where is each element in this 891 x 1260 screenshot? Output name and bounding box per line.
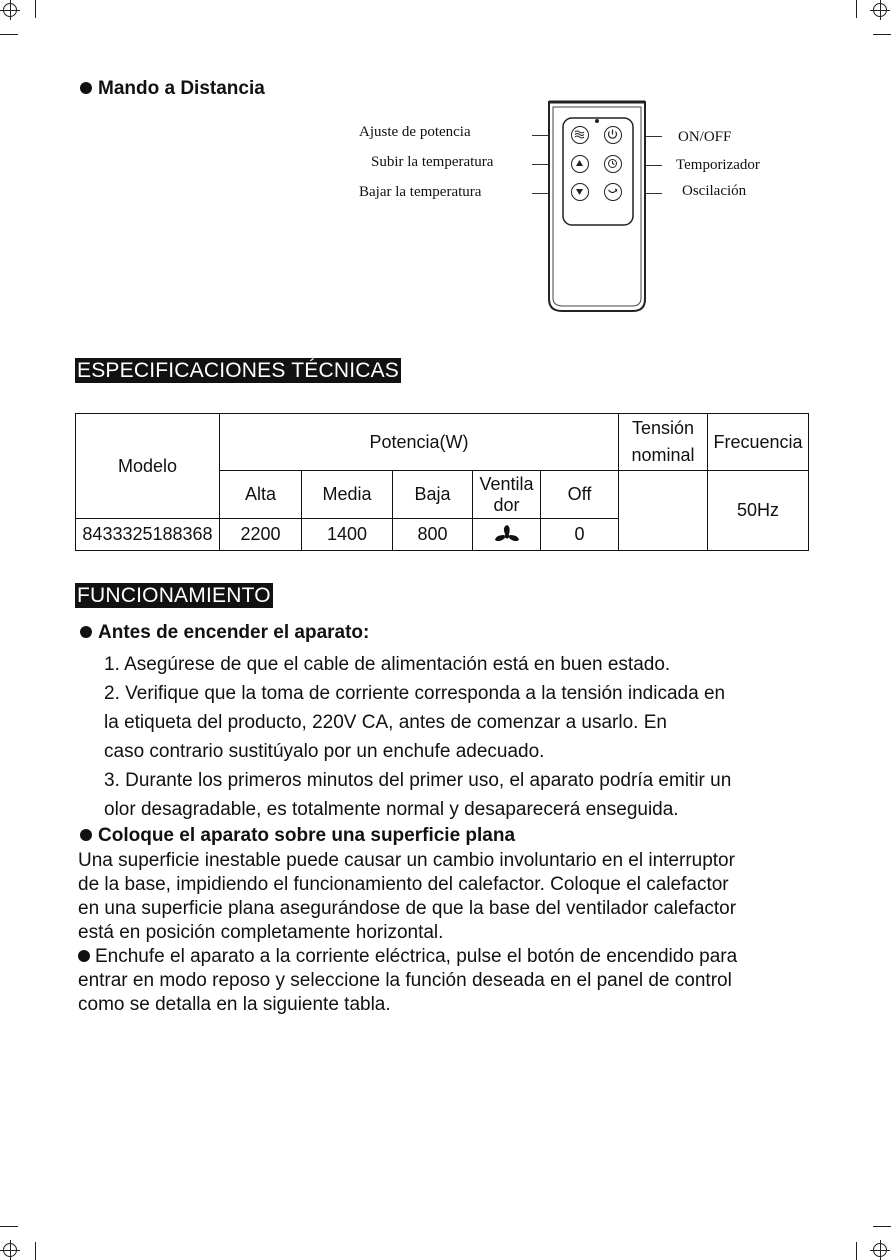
cell-frequency: 50Hz — [708, 471, 809, 551]
power-adjust-button-icon — [571, 126, 589, 144]
paragraph-line: de la base, impidiendo el funcionamiento del calefactor. Coloque el calefactor — [78, 874, 729, 895]
paragraph-line: está en posición completamente horizontal. — [78, 922, 444, 943]
label-temp-up: Subir la temperatura — [371, 154, 494, 170]
cell-alta: 2200 — [220, 519, 302, 551]
paragraph-line: en una superficie plana asegurándose de que la base del ventilador calefactor — [78, 898, 737, 919]
subheader-ventilador: Ventila dor — [473, 471, 541, 519]
paragraph-line: entrar en modo reposo y seleccione la función deseada en el panel de control — [78, 970, 732, 991]
header-voltage: Tensión nominal — [619, 414, 708, 471]
label-timer: Temporizador — [676, 157, 760, 173]
cell-model: 8433325188368 — [76, 519, 220, 551]
label-temp-down: Bajar la temperatura — [359, 184, 482, 200]
list-item: la etiqueta del producto, 220V CA, antes de comenzar a usarlo. En — [104, 712, 667, 733]
crop-line — [35, 1242, 36, 1260]
bullet-icon — [80, 82, 92, 94]
oscillation-button-icon — [604, 183, 622, 201]
crop-line — [0, 1226, 18, 1227]
specs-heading: ESPECIFICACIONES TÉCNICAS — [77, 359, 400, 382]
bullet-icon — [80, 626, 92, 638]
subheader-media: Media — [302, 471, 393, 519]
flat-title-text: Coloque el aparato sobre una superficie plana — [98, 825, 516, 846]
crop-line — [873, 34, 891, 35]
plug-paragraph — [78, 945, 818, 1017]
cell-off: 0 — [541, 519, 619, 551]
list-item: 3. Durante los primeros minutos del primer uso, el aparato podría emitir un — [104, 770, 732, 791]
label-on-off: ON/OFF — [678, 129, 732, 145]
paragraph-line: como se detalla en la siguiente tabla. — [78, 994, 391, 1015]
bullet-icon — [78, 950, 90, 962]
cell-voltage — [619, 471, 708, 551]
bullet-icon — [80, 829, 92, 841]
before-title — [80, 622, 369, 644]
header-model: Modelo — [76, 414, 220, 519]
crop-line — [873, 1226, 891, 1227]
temp-down-button-icon — [571, 183, 589, 201]
header-frequency: Frecuencia — [708, 414, 809, 471]
operation-heading: FUNCIONAMIENTO — [77, 584, 271, 607]
subheader-off: Off — [541, 471, 619, 519]
remote-control-icon — [545, 99, 650, 315]
crop-line — [856, 0, 857, 18]
crop-line — [856, 1242, 857, 1260]
subheader-baja: Baja — [393, 471, 473, 519]
registration-mark-icon — [3, 1243, 17, 1257]
label-oscillation: Oscilación — [682, 183, 747, 199]
flat-title — [80, 825, 515, 847]
spec-table — [75, 413, 809, 551]
flat-paragraph — [78, 849, 818, 945]
list-item: 2. Verifique que la toma de corriente corresponda a la tensión indicada en — [104, 683, 726, 704]
subheader-alta: Alta — [220, 471, 302, 519]
power-on-off-button-icon — [604, 126, 622, 144]
before-title-text: Antes de encender el aparato: — [98, 622, 370, 643]
cell-media: 1400 — [302, 519, 393, 551]
fan-icon — [493, 523, 521, 547]
crop-line — [0, 34, 18, 35]
temp-up-button-icon — [571, 155, 589, 173]
crop-line — [35, 0, 36, 18]
header-power: Potencia(W) — [220, 414, 619, 471]
registration-mark-icon — [3, 3, 17, 17]
remote-heading — [80, 78, 265, 100]
list-item: olor desagradable, es totalmente normal y desaparecerá enseguida. — [104, 799, 679, 820]
registration-mark-icon — [873, 1243, 887, 1257]
timer-button-icon — [604, 155, 622, 173]
before-list — [104, 650, 824, 824]
list-item: 1. Asegúrese de que el cable de alimentación está en buen estado. — [104, 654, 671, 675]
list-item: caso contrario sustitúyalo por un enchufe adecuado. — [104, 741, 545, 762]
label-power-adjust: Ajuste de potencia — [359, 124, 471, 140]
cell-baja: 800 — [393, 519, 473, 551]
cell-ventilador — [473, 519, 541, 551]
paragraph-line — [78, 945, 818, 969]
remote-heading-text: Mando a Distancia — [98, 78, 265, 99]
paragraph-line: Una superficie inestable puede causar un cambio involuntario en el interruptor — [78, 850, 735, 871]
registration-mark-icon — [873, 3, 887, 17]
plug-line: Enchufe el aparato a la corriente eléctrica, pulse el botón de encendido para — [95, 946, 738, 967]
